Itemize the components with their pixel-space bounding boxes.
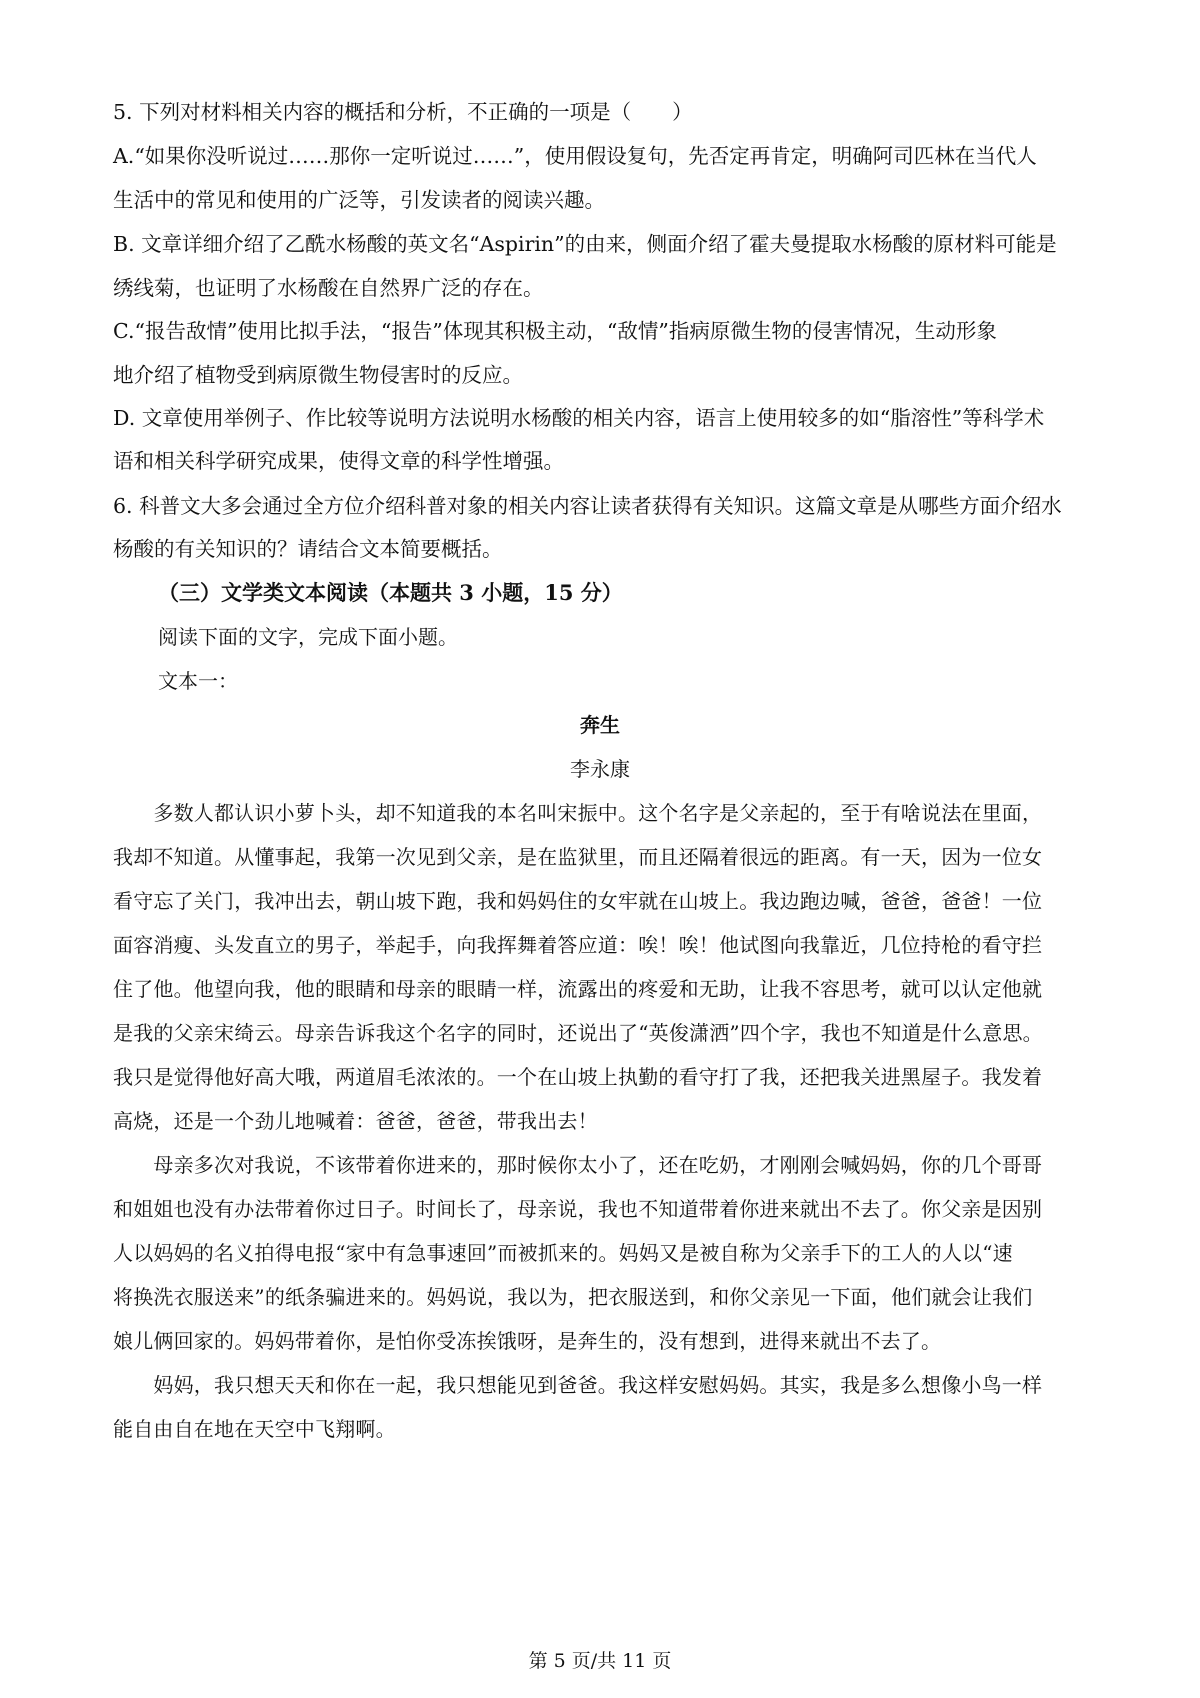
story-line: 我却不知道。从懂事起，我第一次见到父亲，是在监狱里，而且还隔着很远的距离。有一天，因为一位女: [113, 845, 1043, 869]
story-line: 看守忘了关门，我冲出去，朝山坡下跑，我和妈妈住的女牢就在山坡上。我边跑边喊，爸爸，爸爸！一位: [113, 889, 1043, 913]
q5-option-a-line1: A.“如果你没听说过……那你一定听说过……”，使用假设复句，先否定再肯定，明确阿司匹林在当代人: [113, 144, 1037, 168]
story-line: 是我的父亲宋绮云。母亲告诉我这个名字的同时，还说出了“英俊潇洒”四个字，我也不知道是什么意思。: [113, 1021, 1043, 1045]
q6-stem-line2: 杨酸的有关知识的？请结合文本简要概括。: [113, 537, 503, 561]
story-line: 高烧，还是一个劲儿地喊着：爸爸，爸爸，带我出去！: [113, 1109, 598, 1133]
q5-option-d-line1: D. 文章使用举例子、作比较等说明方法说明水杨酸的相关内容，语言上使用较多的如“脂溶性”等科学术: [113, 406, 1045, 430]
story-title: 奔生: [580, 713, 620, 737]
q5-stem: 5. 下列对材料相关内容的概括和分析，不正确的一项是（ ）: [113, 100, 693, 124]
section-heading: （三）文学类文本阅读（本题共 3 小题，15 分）: [158, 580, 623, 605]
q5-option-b-line1: B. 文章详细介绍了乙酰水杨酸的英文名“Aspirin”的由来，侧面介绍了霍夫曼提取水杨酸的原材料可能是: [113, 232, 1057, 256]
story-line: 母亲多次对我说，不该带着你进来的，那时候你太小了，还在吃奶，才刚刚会喊妈妈，你的几个哥哥: [113, 1153, 1043, 1177]
q5-option-d-line2: 语和相关科学研究成果，使得文章的科学性增强。: [113, 449, 564, 473]
story-line: 娘儿俩回家的。妈妈带着你，是怕你受冻挨饿呀，是奔生的，没有想到，进得来就出不去了。: [113, 1329, 942, 1353]
story-line: 人以妈妈的名义拍得电报“家中有急事速回”而被抓来的。妈妈又是被自称为父亲手下的工人的人以“速: [113, 1241, 1013, 1265]
page-footer: 第 5 页/共 11 页: [528, 1650, 672, 1672]
q5-option-a-line2: 生活中的常见和使用的广泛等，引发读者的阅读兴趣。: [113, 188, 605, 212]
story-author: 李永康: [570, 757, 630, 781]
story-line: 妈妈，我只想天天和你在一起，我只想能见到爸爸。我这样安慰妈妈。其实，我是多么想像小鸟一样: [113, 1373, 1043, 1397]
story-line: 将换洗衣服送来”的纸条骗进来的。妈妈说，我以为，把衣服送到，和你父亲见一下面，他们就会让我们: [113, 1285, 1033, 1309]
story-line: 能自由自在地在天空中飞翔啊。: [113, 1417, 396, 1441]
story-line: 住了他。他望向我，他的眼睛和母亲的眼睛一样，流露出的疼爱和无助，让我不容思考，就可以认定他就: [113, 977, 1043, 1001]
q5-option-b-line2: 绣线菊，也证明了水杨酸在自然界广泛的存在。: [113, 276, 544, 300]
story-line: 我只是觉得他好高大哦，两道眉毛浓浓的。一个在山坡上执勤的看守打了我，还把我关进黑屋子。我发着: [113, 1065, 1043, 1089]
story-line: 面容消瘦、头发直立的男子，举起手，向我挥舞着答应道：唉！唉！他试图向我靠近，几位持枪的看守拦: [113, 933, 1043, 957]
story-line: 多数人都认识小萝卜头，却不知道我的本名叫宋振中。这个名字是父亲起的，至于有啥说法在里面，: [113, 801, 1043, 825]
q5-option-c-line1: C.“报告敌情”使用比拟手法，“报告”体现其积极主动，“敌情”指病原微生物的侵害情况，生动形象: [113, 319, 997, 343]
story-line: 和姐姐也没有办法带着你过日子。时间长了，母亲说，我也不知道带着你进来就出不去了。你父亲是因别: [113, 1197, 1043, 1221]
reading-instruction: 阅读下面的文字，完成下面小题。: [158, 625, 458, 649]
q6-stem-line1: 6. 科普文大多会通过全方位介绍科普对象的相关内容让读者获得有关知识。这篇文章是从哪些方面介绍水: [113, 494, 1062, 518]
text-label: 文本一：: [158, 669, 238, 693]
q5-option-c-line2: 地介绍了植物受到病原微生物侵害时的反应。: [113, 363, 523, 387]
